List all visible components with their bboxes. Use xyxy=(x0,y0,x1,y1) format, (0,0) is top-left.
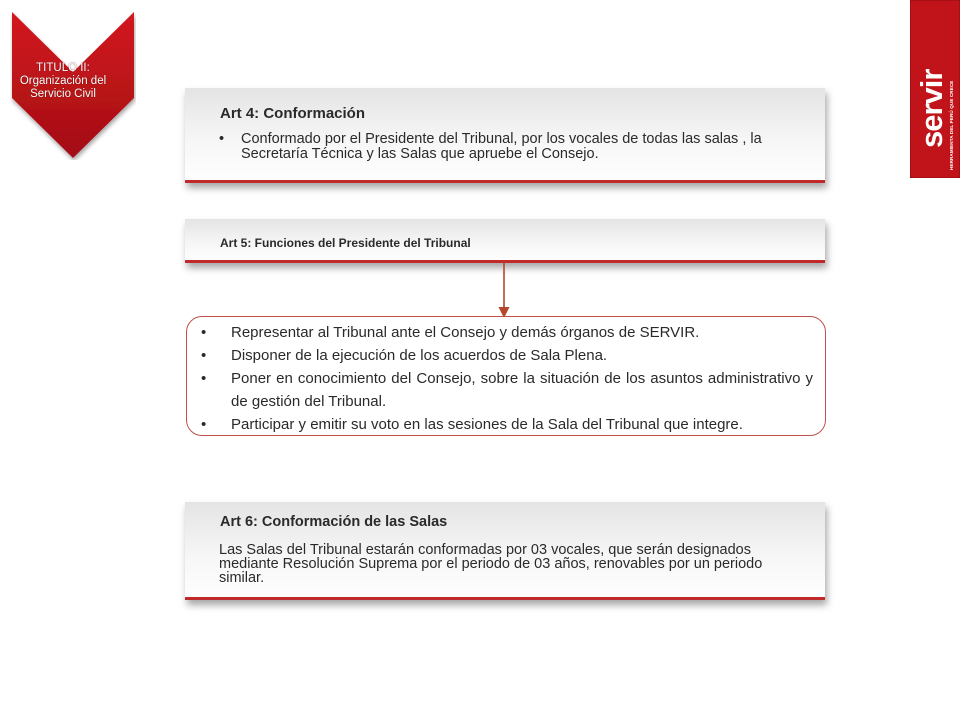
art4-bullet: • Conformado por el Presidente del Tribunal, por los vocales de todas las salas , la Secretaría Técnica y las Salas que apruebe el Consejo. xyxy=(219,132,799,162)
section-title-label: TITULO II: Organización del Servicio Civil xyxy=(19,62,107,100)
function-item: • Participar y emitir su voto en las sesiones de la Sala del Tribunal que integre. xyxy=(201,413,813,436)
art5-panel xyxy=(185,219,825,263)
art6-panel xyxy=(185,502,825,600)
function-item: • Representar al Tribunal ante el Consejo y demás órganos de SERVIR. xyxy=(201,321,813,344)
down-arrow-icon xyxy=(497,262,511,318)
art4-panel xyxy=(185,88,825,183)
art4-title: Art 4: Conformación xyxy=(220,105,366,122)
logo-wordmark: servir xyxy=(914,69,949,148)
logo-tagline: HERRAMIENTA DEL PERÚ QUE CRECE xyxy=(949,80,954,170)
art6-title: Art 6: Conformación de las Salas xyxy=(220,514,448,530)
art4-bullet-list xyxy=(219,132,799,162)
president-functions-box xyxy=(186,316,826,436)
art5-title: Art 5: Funciones del Presidente del Tribunal xyxy=(220,236,471,250)
functions-list xyxy=(201,321,813,436)
art6-body: Las Salas del Tribunal estarán conformadas por 03 vocales, que serán designados mediante Resolución Suprema por el periodo de 03 años, renovables por un periodo similar. xyxy=(219,542,763,586)
function-item: • Poner en conocimiento del Consejo, sobre la situación de los asuntos administrativo y de gestión del Tribunal. xyxy=(201,367,813,413)
function-item: • Disponer de la ejecución de los acuerdos de Sala Plena. xyxy=(201,344,813,367)
